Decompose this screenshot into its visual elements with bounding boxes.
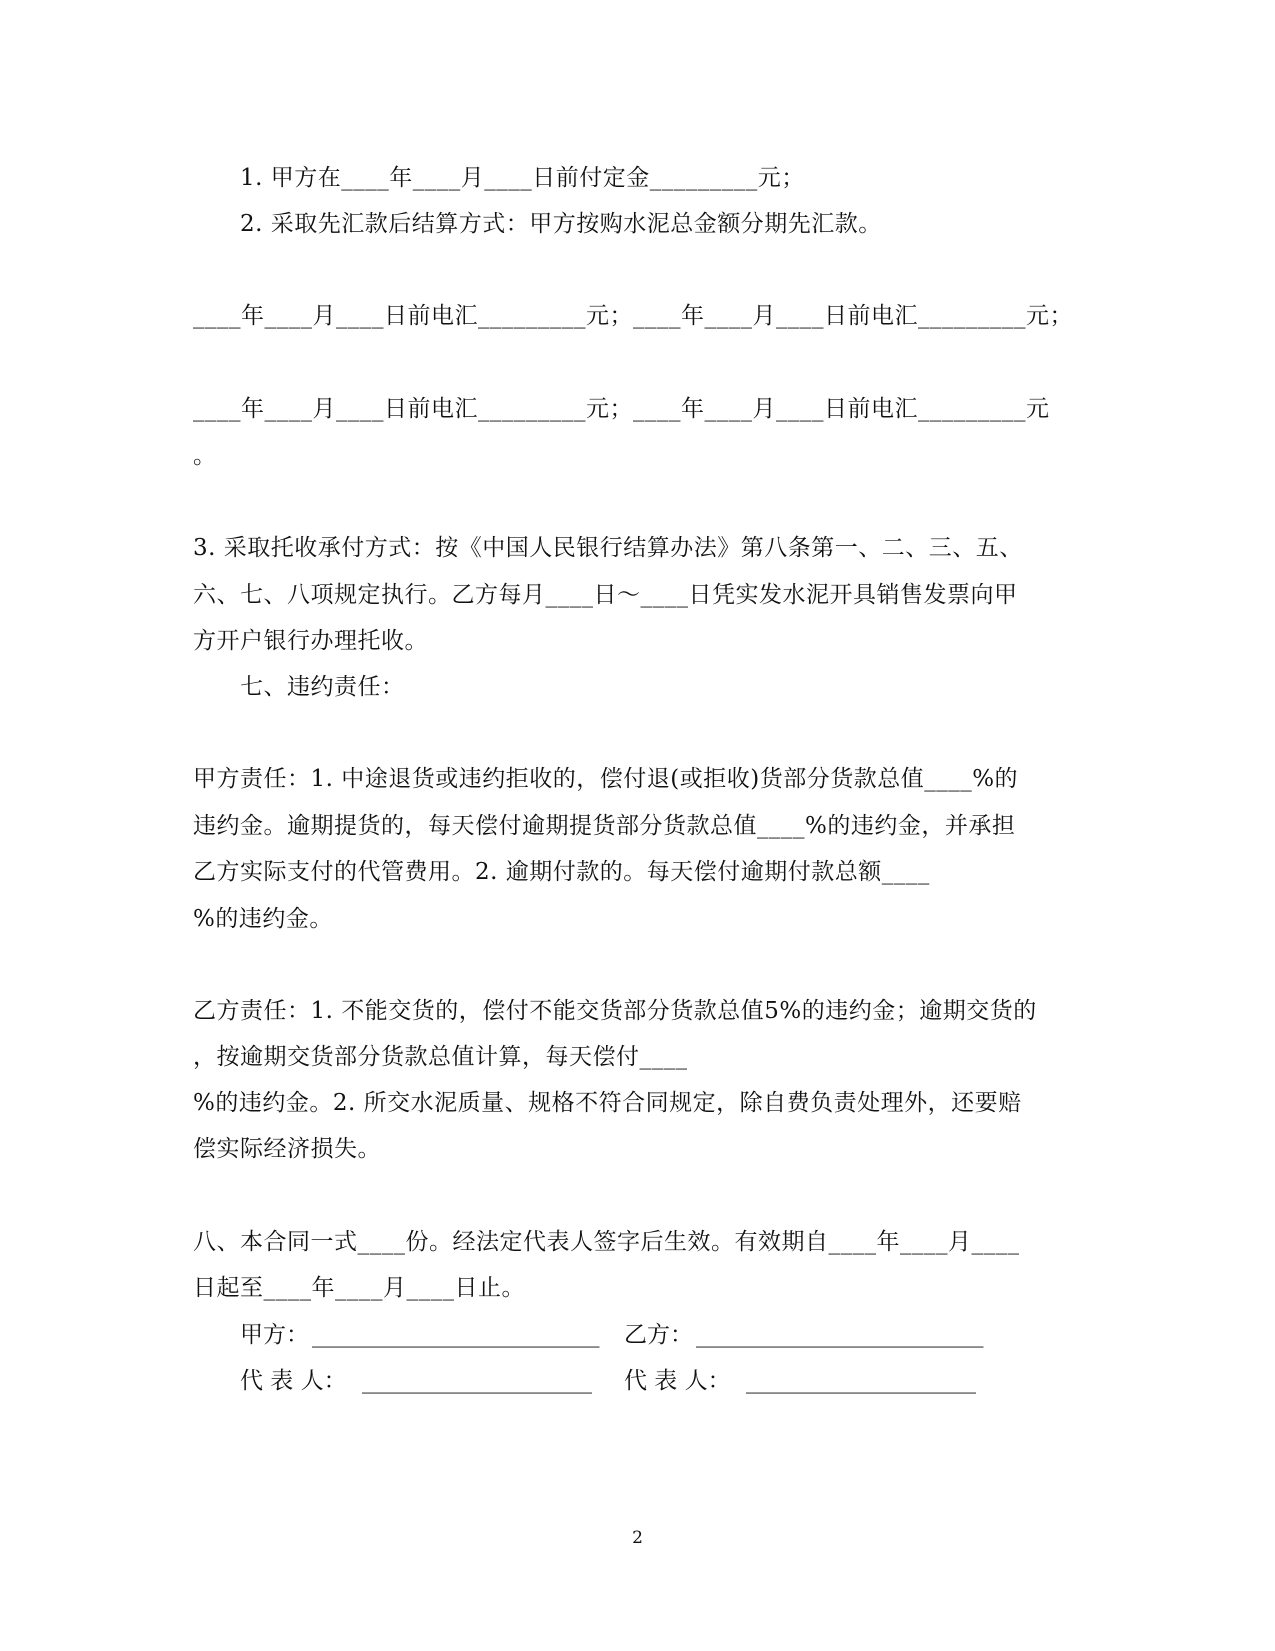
remittance-line-2-end: 。 (193, 443, 217, 469)
clause-6-3-line-3: 方开户银行办理托收。 (193, 628, 428, 654)
party-a-liability-line-4: %的违约金。 (193, 906, 333, 932)
representative-a-signature-blank: ____________________ (362, 1368, 592, 1394)
clause-6-3-line-1: 3. 采取托收承付方式：按《中国人民银行结算办法》第八条第一、二、三、五、 (193, 535, 1023, 561)
remittance-line-2: ____年____月____日前电汇_________元；____年____月____日前电汇_________元 (193, 396, 1050, 422)
party-a-liability-line-1: 甲方责任：1. 中途退货或违约拒收的，偿付退(或拒收)货部分货款总值____%的 (193, 766, 1019, 792)
party-a-liability-line-3: 乙方实际支付的代管费用。2. 逾期付款的。每天偿付逾期付款总额____ (193, 859, 930, 885)
representative-a-label: 代 表 人： (240, 1368, 347, 1394)
party-b-signature-blank: _________________________ (696, 1322, 984, 1348)
clause-6-1: 1. 甲方在____年____月____日前付定金_________元； (240, 165, 805, 191)
clause-6-3-line-2: 六、七、八项规定执行。乙方每月____日～____日凭实发水泥开具销售发票向甲 (193, 582, 1018, 608)
party-b-liability-line-1: 乙方责任：1. 不能交货的，偿付不能交货部分货款总值5%的违约金；逾期交货的 (193, 998, 1037, 1024)
party-b-liability-line-4: 偿实际经济损失。 (193, 1136, 381, 1162)
party-b-liability-line-2: ，按逾期交货部分货款总值计算，每天偿付____ (193, 1044, 688, 1070)
representative-b-signature-blank: ____________________ (746, 1368, 976, 1394)
party-b-label: 乙方： (624, 1322, 693, 1348)
party-b-liability-line-3: %的违约金。2. 所交水泥质量、规格不符合同规定，除自费负责处理外，还要赔 (193, 1090, 1022, 1116)
remittance-line-1: ____年____月____日前电汇_________元；____年____月____日前电汇_________元； (193, 303, 1073, 329)
party-a-label: 甲方： (240, 1322, 309, 1348)
clause-6-2: 2. 采取先汇款后结算方式：甲方按购水泥总金额分期先汇款。 (240, 211, 882, 237)
section-8-line-2: 日起至____年____月____日止。 (193, 1275, 525, 1301)
section-8-line-1: 八、本合同一式____份。经法定代表人签字后生效。有效期自____年____月____ (193, 1229, 1020, 1255)
section-7-heading: 七、违约责任： (240, 674, 405, 700)
party-a-signature-blank: _________________________ (312, 1322, 600, 1348)
party-a-liability-line-2: 违约金。逾期提货的，每天偿付逾期提货部分货款总值____%的违约金，并承担 (193, 813, 1016, 839)
page-number: 2 (632, 1528, 643, 1548)
representative-b-label: 代 表 人： (624, 1368, 731, 1394)
